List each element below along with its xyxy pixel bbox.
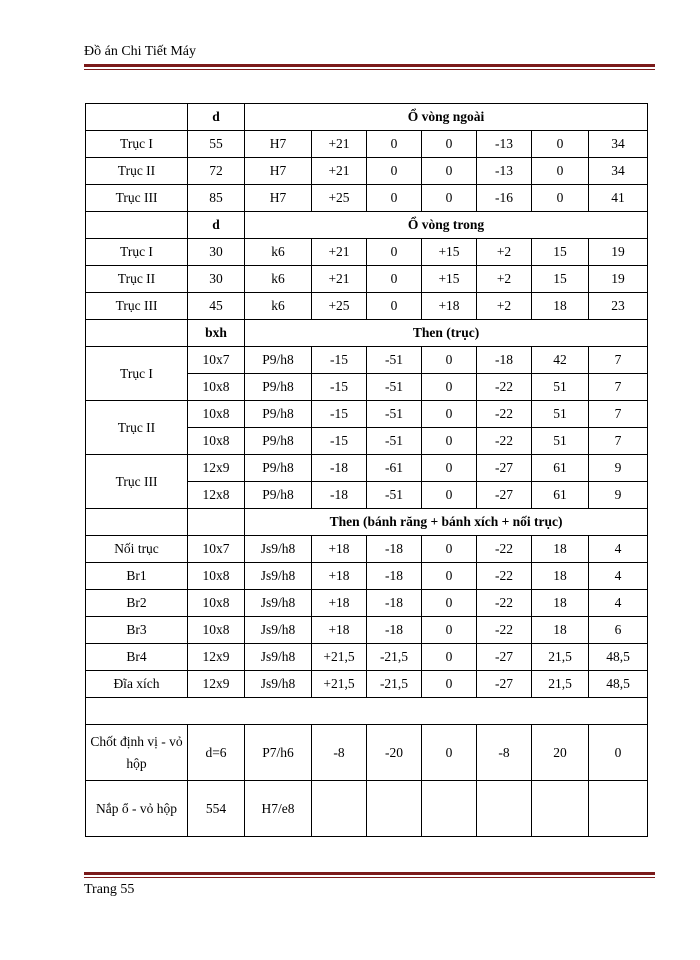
table-cell: d=6 [188,725,245,781]
table-cell: 12x9 [188,644,245,671]
table-cell: 0 [532,131,589,158]
table-cell: 72 [188,158,245,185]
table-cell: Br4 [86,644,188,671]
table-cell: 12x8 [188,482,245,509]
table-cell: -13 [477,131,532,158]
table-cell: 45 [188,293,245,320]
table-cell: Trục II [86,158,188,185]
table-row [86,131,648,158]
empty-cell [86,212,188,239]
table-cell: 10x8 [188,617,245,644]
section-title: Then (trục) [245,320,648,347]
table-cell: +25 [312,185,367,212]
empty-cell [188,509,245,536]
table-cell: Js9/h8 [245,536,312,563]
table-cell [477,781,532,837]
table-cell: P9/h8 [245,374,312,401]
table-cell [589,781,648,837]
table-cell: 10x8 [188,563,245,590]
table-cell: Trục III [86,293,188,320]
table-cell [367,781,422,837]
table-cell: Trục II [86,266,188,293]
table-row [86,266,648,293]
table-cell: 0 [532,185,589,212]
table-row [86,401,648,428]
table-cell: 7 [589,374,648,401]
footer-rule [84,872,655,878]
table-cell: +25 [312,293,367,320]
table-cell: 0 [422,482,477,509]
table-cell: -27 [477,455,532,482]
table-cell: P9/h8 [245,482,312,509]
table-cell: -8 [477,725,532,781]
table-cell: 18 [532,293,589,320]
table-cell: k6 [245,266,312,293]
table-cell: -16 [477,185,532,212]
table-cell: 4 [589,536,648,563]
table-cell: 61 [532,455,589,482]
table-cell: H7 [245,185,312,212]
table-cell: H7/e8 [245,781,312,837]
table-cell [532,781,589,837]
table-cell: 0 [422,590,477,617]
table-cell: 0 [367,131,422,158]
table-cell: -18 [367,590,422,617]
table-cell: +21 [312,131,367,158]
table-cell [312,781,367,837]
table-cell: -27 [477,644,532,671]
table-cell: +18 [312,563,367,590]
table-cell: -51 [367,374,422,401]
table-cell: Js9/h8 [245,617,312,644]
table-cell: -18 [367,563,422,590]
table-cell: 9 [589,455,648,482]
table-cell: 12x9 [188,455,245,482]
table-cell: Nối trục [86,536,188,563]
table-cell: 7 [589,401,648,428]
table-row [86,725,648,781]
table-cell: 0 [367,185,422,212]
table-cell: 85 [188,185,245,212]
table-cell: 0 [422,671,477,698]
table-cell: Trục I [86,131,188,158]
table-row [86,347,648,374]
group-name: Trục I [86,347,188,401]
table-cell: 21,5 [532,671,589,698]
table-cell: -22 [477,590,532,617]
table-cell: 0 [422,374,477,401]
table-cell: P9/h8 [245,455,312,482]
table-cell: 4 [589,590,648,617]
table-cell: 12x9 [188,671,245,698]
table-cell: 0 [422,131,477,158]
table-cell: 19 [589,266,648,293]
table-cell: 0 [367,293,422,320]
table-cell: 20 [532,725,589,781]
table-cell: -21,5 [367,644,422,671]
table-cell: H7 [245,131,312,158]
empty-cell [86,104,188,131]
table-cell: H7 [245,158,312,185]
table-cell: P9/h8 [245,347,312,374]
column-label: d [188,104,245,131]
table-row [86,563,648,590]
table-cell: 10x8 [188,374,245,401]
table-cell: -8 [312,725,367,781]
table-row [86,293,648,320]
table-cell: 0 [532,158,589,185]
table-cell: 21,5 [532,644,589,671]
empty-row [86,698,648,725]
table-cell: +2 [477,239,532,266]
table-cell: -15 [312,401,367,428]
table-cell: -51 [367,401,422,428]
table-cell: +2 [477,266,532,293]
table-cell: 0 [367,239,422,266]
table-cell [422,781,477,837]
table-row [86,455,648,482]
table-cell: 18 [532,536,589,563]
table-cell: 0 [422,563,477,590]
table-cell: 0 [422,725,477,781]
table-cell: Nắp ổ - vỏ hộp [86,781,188,837]
section-header-row [86,104,648,131]
table-cell: 0 [367,266,422,293]
table-cell: Js9/h8 [245,671,312,698]
table-cell: 10x8 [188,590,245,617]
table-cell: 0 [422,185,477,212]
table-cell: -15 [312,347,367,374]
table-row [86,536,648,563]
table-cell: -22 [477,536,532,563]
table-cell: -51 [367,428,422,455]
table-cell: 19 [589,239,648,266]
column-label: bxh [188,320,245,347]
table-cell: 10x7 [188,347,245,374]
group-name: Trục III [86,455,188,509]
group-name: Trục II [86,401,188,455]
table-cell: 41 [589,185,648,212]
table-row [86,158,648,185]
table-cell: 51 [532,374,589,401]
table-cell: 18 [532,617,589,644]
table-cell: 15 [532,239,589,266]
table-cell: +21,5 [312,644,367,671]
table-cell: Br3 [86,617,188,644]
table-row [86,644,648,671]
table-cell: -27 [477,482,532,509]
table-cell: -21,5 [367,671,422,698]
table-cell: +18 [312,617,367,644]
table-cell: 23 [589,293,648,320]
table-cell: Br2 [86,590,188,617]
section-header-row [86,212,648,239]
table-cell: 7 [589,347,648,374]
table-cell: 10x7 [188,536,245,563]
table-cell: 30 [188,239,245,266]
section-header-row [86,320,648,347]
table-cell: -15 [312,428,367,455]
table-cell: 0 [422,347,477,374]
table-cell: 34 [589,158,648,185]
table-cell: +18 [312,536,367,563]
table-cell: 18 [532,563,589,590]
table-cell: P9/h8 [245,428,312,455]
table-cell: Chốt định vị - vỏ hộp [86,725,188,781]
table-cell: -22 [477,401,532,428]
table-cell: -15 [312,374,367,401]
table-cell: 0 [422,644,477,671]
table-row [86,590,648,617]
table-cell: Br1 [86,563,188,590]
table-cell: -18 [367,617,422,644]
section-title: Ổ vòng ngoài [245,104,648,131]
table-cell: 42 [532,347,589,374]
table-cell: P9/h8 [245,401,312,428]
table-cell: 0 [367,158,422,185]
table-cell: 48,5 [589,671,648,698]
table-cell: 0 [422,401,477,428]
table-cell: -61 [367,455,422,482]
table-cell: k6 [245,239,312,266]
table-cell: 55 [188,131,245,158]
table-cell: 4 [589,563,648,590]
table-cell: -18 [312,482,367,509]
table-cell: -20 [367,725,422,781]
table-cell: 0 [422,536,477,563]
table-cell: -22 [477,428,532,455]
table-cell: 30 [188,266,245,293]
tolerance-table [85,103,648,837]
table-cell: -13 [477,158,532,185]
table-cell: 18 [532,590,589,617]
table-cell: +21 [312,239,367,266]
empty-cell [86,698,648,725]
table-cell: Trục I [86,239,188,266]
table-cell: 0 [422,617,477,644]
table-cell: 0 [589,725,648,781]
header-rule [84,64,655,70]
column-label: d [188,212,245,239]
table-cell: +2 [477,293,532,320]
table-cell: 34 [589,131,648,158]
table-cell: 10x8 [188,401,245,428]
table-cell: -22 [477,563,532,590]
table-cell: -18 [477,347,532,374]
page-header-title: Đồ án Chi Tiết Máy [84,44,197,59]
table-cell: 48,5 [589,644,648,671]
table-cell: 7 [589,428,648,455]
table-cell: -27 [477,671,532,698]
table-cell: +15 [422,239,477,266]
table-cell: +15 [422,266,477,293]
empty-cell [86,320,188,347]
table-cell: 10x8 [188,428,245,455]
section-header-row [86,509,648,536]
table-cell: -51 [367,482,422,509]
table-row [86,185,648,212]
table-cell: -51 [367,347,422,374]
table-cell: -22 [477,374,532,401]
section-title: Then (bánh răng + bánh xích + nối trục) [245,509,648,536]
table-cell: k6 [245,293,312,320]
table-cell: 9 [589,482,648,509]
page-footer: Trang 55 [84,882,135,897]
table-cell: Trục III [86,185,188,212]
table-cell: P7/h6 [245,725,312,781]
table-cell: 554 [188,781,245,837]
table-cell: Đĩa xích [86,671,188,698]
table-row [86,781,648,837]
table-cell: Js9/h8 [245,644,312,671]
table-cell: 61 [532,482,589,509]
table-cell: 6 [589,617,648,644]
table-row [86,671,648,698]
table-cell: -22 [477,617,532,644]
table-cell: +21 [312,266,367,293]
table-cell: 15 [532,266,589,293]
section-title: Ổ vòng trong [245,212,648,239]
table-cell: +18 [422,293,477,320]
table-cell: 51 [532,401,589,428]
table-cell: Js9/h8 [245,590,312,617]
table-cell: Js9/h8 [245,563,312,590]
empty-cell [86,509,188,536]
table-cell: 51 [532,428,589,455]
table-cell: 0 [422,455,477,482]
table-cell: -18 [367,536,422,563]
table-row [86,617,648,644]
table-cell: +21,5 [312,671,367,698]
table-row [86,239,648,266]
table-cell: +21 [312,158,367,185]
table-cell: 0 [422,158,477,185]
table-cell: 0 [422,428,477,455]
table-cell: -18 [312,455,367,482]
table-cell: +18 [312,590,367,617]
